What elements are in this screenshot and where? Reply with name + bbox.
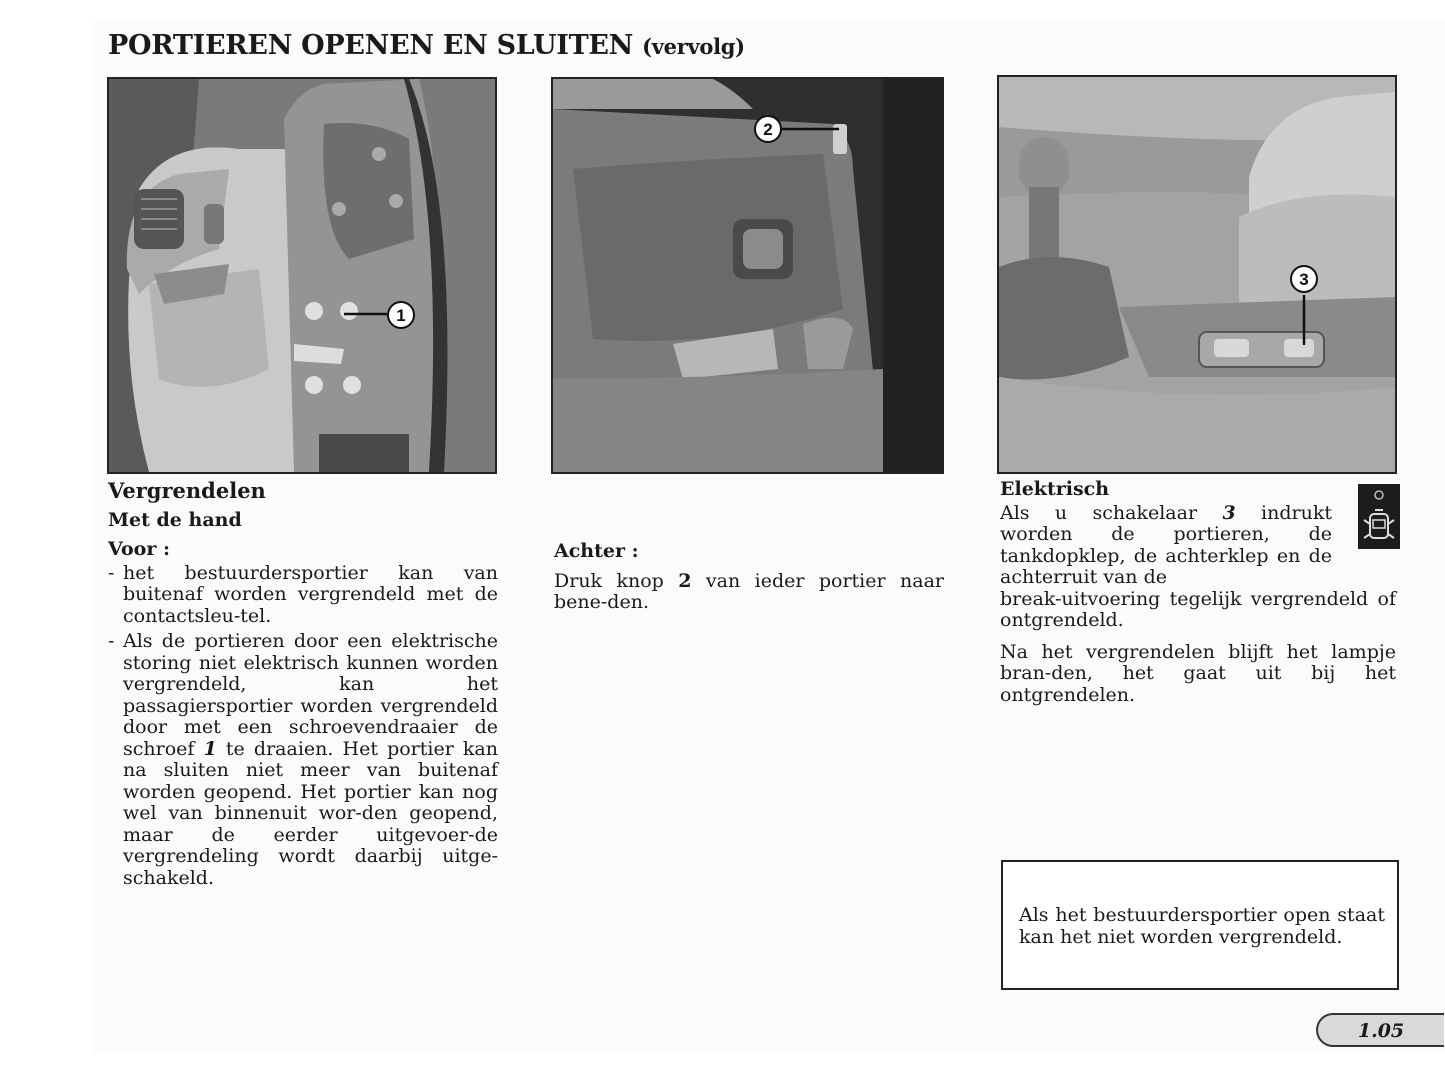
- subheading-met-de-hand: Met de hand: [108, 508, 242, 531]
- achter-text: [554, 571, 944, 614]
- page-number: 1.05: [1357, 1020, 1405, 1042]
- callout-3-label: 3: [1299, 270, 1309, 289]
- bullet-2-text-after: te draaien. Het portier kan na sluiten niet meer van buitenaf worden geopend. Het portier kan nog wel van binnenuit wor-den geopend, maar de eerder uitgevoer-de vergrendeling wordt daarbij uitge-schakeld.: [123, 737, 498, 889]
- achter-text-after: van ieder portier naar bene-den.: [554, 569, 944, 613]
- achter-text-before: Druk knop: [554, 569, 664, 592]
- elektrisch-ref: 3: [1222, 501, 1236, 524]
- heading-achter: Achter :: [554, 540, 639, 562]
- bullet-1-text: het bestuurdersportier kan van buitenaf worden vergrendeld met de contactsleu-tel.: [123, 561, 498, 627]
- note-box: [1001, 860, 1399, 990]
- callout-2-label: 2: [763, 120, 773, 139]
- heading-vergrendelen: Vergrendelen: [108, 478, 266, 503]
- heading-elektrisch: Elektrisch: [1000, 478, 1110, 500]
- bullet-item-2: [108, 631, 498, 889]
- page-title: [108, 30, 745, 61]
- achter-ref: 2: [678, 569, 692, 592]
- elektrisch-text-cont: break-uitvoering tegelijk vergrendeld of ontgrendeld.: [1000, 587, 1396, 631]
- photo-rear-door: [551, 77, 944, 474]
- lamp-text: Na het vergrendelen blijft het lampje bran-den, het gaat uit bij het ontgrendelen.: [1000, 640, 1396, 706]
- title-main: PORTIEREN OPENEN EN SLUITEN: [108, 30, 634, 61]
- bullet-2-ref: 1: [203, 737, 217, 760]
- elektrisch-text-before: Als u schakelaar: [1000, 501, 1198, 524]
- photo-front-door: [107, 77, 497, 474]
- column-left: [108, 480, 498, 893]
- rear-door-illustration: [553, 79, 942, 472]
- section-voor: Voor :: [108, 538, 170, 560]
- photo-console-switch: [997, 75, 1397, 474]
- column-middle: [554, 541, 944, 614]
- note-text: Als het bestuurdersportier open staat kan het niet worden vergrendeld.: [1019, 904, 1385, 948]
- bullet-dash: -: [108, 561, 115, 584]
- elektrisch-text-after: indrukt worden de portieren, de tankdopklep, de achterklep en de achterruit van de: [1000, 501, 1332, 588]
- bullet-item-1: [108, 563, 498, 628]
- bullet-2-text-before: Als de portieren door een elektrische storing niet elektrisch kunnen worden vergrendeld, kan het passagiersportier worden vergrendeld door met een schroevendraaier de schroef: [123, 630, 498, 760]
- column-right: [1000, 479, 1396, 706]
- console-illustration: [999, 77, 1395, 472]
- page-number-tab: [1316, 1013, 1444, 1047]
- elektrisch-text: [1000, 503, 1332, 589]
- bullet-dash: -: [108, 630, 115, 652]
- central-locking-icon: [1358, 484, 1400, 549]
- title-subtitle: (vervolg): [642, 34, 745, 59]
- callout-1-label: 1: [396, 306, 406, 325]
- front-door-illustration: [109, 79, 495, 472]
